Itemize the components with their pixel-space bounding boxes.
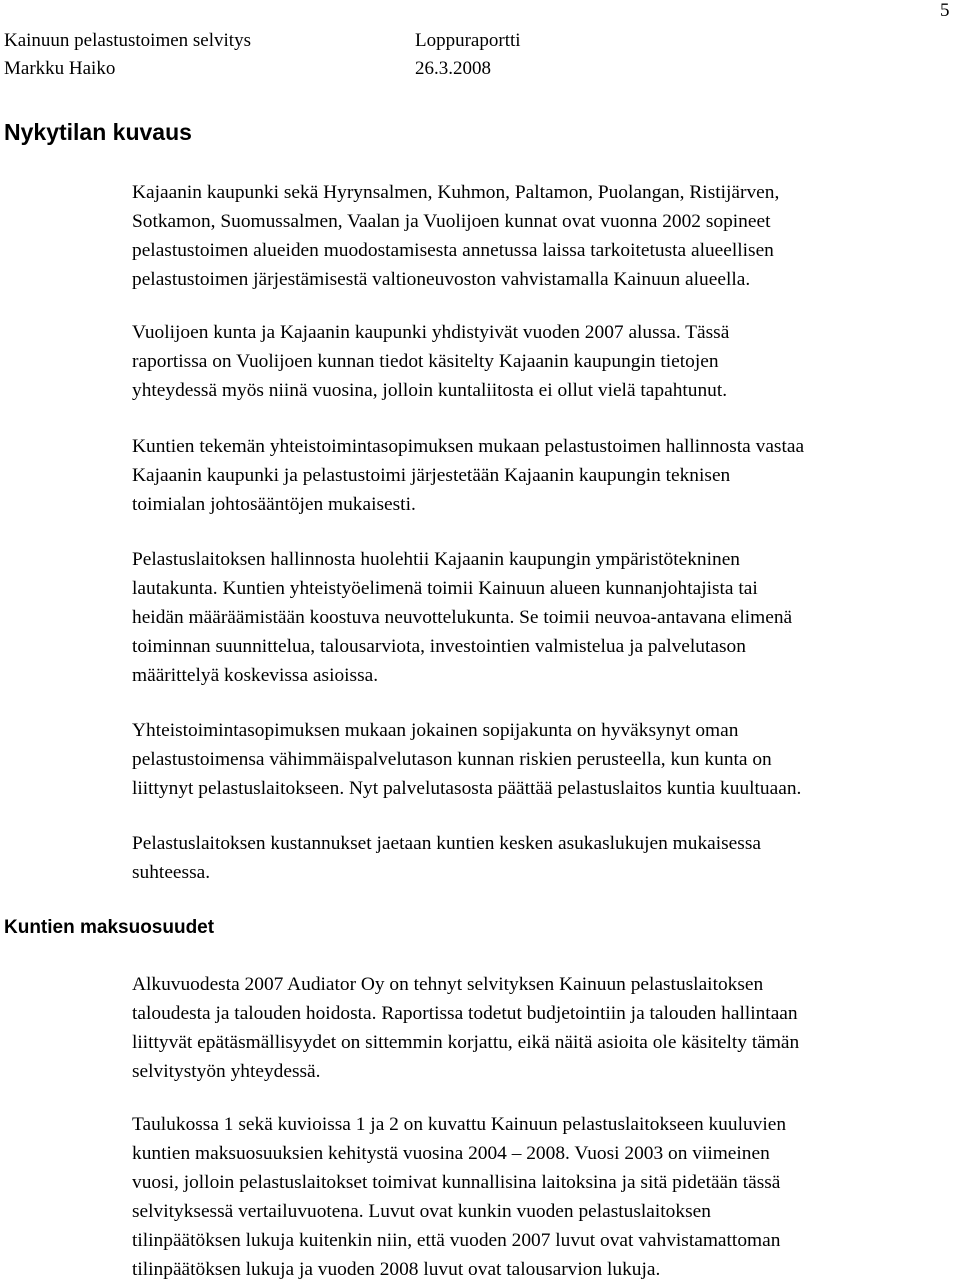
text-line: Pelastuslaitoksen kustannukset jaetaan kuntien kesken asukaslukujen mukaisessa: [132, 833, 761, 854]
text-line: pelastustoimensa vähimmäispalvelutason kunnan riskien perusteella, kun kunta on: [132, 749, 772, 770]
text-line: selvitystyön yhteydessä.: [132, 1061, 321, 1082]
text-line: liittyvät epätäsmällisyydet on sittemmin korjattu, eikä näitä asioita ole käsitelty tämän: [132, 1032, 800, 1053]
text-line: Alkuvuodesta 2007 Audiator Oy on tehnyt selvityksen Kainuun pelastuslaitoksen: [132, 974, 764, 995]
paragraph: [132, 716, 801, 803]
side-heading: Kuntien maksuosuudet: [4, 917, 215, 938]
paragraph: [132, 318, 729, 405]
text-line: taloudesta ja talouden hoidosta. Raportissa todetut budjetointiin ja talouden hallintaan: [132, 1003, 798, 1024]
text-line: raportissa on Vuolijoen kunnan tiedot käsitelty Kajaanin kaupungin tietojen: [132, 351, 719, 372]
text-line: pelastustoimen alueiden muodostamisesta annetussa laissa tarkoitetusta alueellisen: [132, 240, 774, 261]
header-author: Markku Haiko: [4, 58, 116, 79]
text-line: suhteessa.: [132, 862, 211, 883]
text-line: selvityksessä vertailuvuotena. Luvut ovat kunkin vuoden pelastuslaitoksen: [132, 1201, 711, 1222]
paragraph: [132, 178, 779, 294]
text-line: Pelastuslaitoksen hallinnosta huolehtii Kajaanin kaupungin ympäristötekninen: [132, 549, 741, 570]
text-line: Vuolijoen kunta ja Kajaanin kaupunki yhdistyivät vuoden 2007 alussa. Tässä: [132, 322, 730, 343]
text-line: heidän määräämistään koostuva neuvottelukunta. Se toimii neuvoa-antavana elimenä: [132, 607, 793, 628]
text-line: Taulukossa 1 sekä kuvioissa 1 ja 2 on kuvattu Kainuun pelastuslaitokseen kuuluvien: [132, 1114, 787, 1135]
text-line: toimialan johtosääntöjen mukaisesti.: [132, 494, 416, 515]
text-line: määrittelyä koskevissa asioissa.: [132, 665, 379, 686]
text-line: kuntien maksuosuuksien kehitystä vuosina 2004 – 2008. Vuosi 2003 on viimeinen: [132, 1143, 770, 1164]
text-line: lautakunta. Kuntien yhteistyöelimenä toimii Kainuun alueen kunnanjohtajista tai: [132, 578, 758, 599]
header-doc-type: Loppuraportti: [415, 30, 521, 51]
text-line: liittynyt pelastuslaitokseen. Nyt palvelutasosta päättää pelastuslaitos kuntia kuultuaan.: [132, 778, 802, 799]
text-line: pelastustoimen järjestämisestä valtioneuvoston vahvistamalla Kainuun alueella.: [132, 269, 751, 290]
text-line: toiminnan suunnittelua, talousarviota, investointien valmistelua ja palvelutason: [132, 636, 746, 657]
text-line: Kajaanin kaupunki ja pelastustoimi järjestetään Kajaanin kaupungin teknisen: [132, 465, 731, 486]
paragraph: [132, 545, 792, 690]
paragraph: [132, 1110, 786, 1284]
header-org: Kainuun pelastustoimen selvitys: [4, 30, 251, 51]
text-line: Yhteistoimintasopimuksen mukaan jokainen sopijakunta on hyväksynyt oman: [132, 720, 739, 741]
paragraph: [132, 432, 804, 519]
text-line: Kuntien tekemän yhteistoimintasopimuksen mukaan pelastustoimen hallinnosta vastaa: [132, 436, 805, 457]
text-line: yhteydessä myös niinä vuosina, jolloin kuntaliitosta ei ollut vielä tapahtunut.: [132, 380, 728, 401]
paragraph: [132, 829, 761, 887]
paragraph: [132, 970, 799, 1086]
page-number: 5: [940, 0, 950, 21]
section-title: Nykytilan kuvaus: [4, 119, 192, 145]
text-line: Sotkamon, Suomussalmen, Vaalan ja Vuolijoen kunnat ovat vuonna 2002 sopineet: [132, 211, 771, 232]
header-date: 26.3.2008: [415, 58, 491, 79]
text-line: Kajaanin kaupunki sekä Hyrynsalmen, Kuhmon, Paltamon, Puolangan, Ristijärven,: [132, 182, 780, 203]
text-line: tilinpäätöksen lukuja ja vuoden 2008 luvut ovat talousarvion lukuja.: [132, 1259, 661, 1280]
text-line: tilinpäätöksen lukuja kuitenkin niin, että vuoden 2007 luvut ovat vahvistamattoman: [132, 1230, 781, 1251]
text-line: vuosi, jolloin pelastuslaitokset toimivat kunnallisina laitoksina ja sitä pidetään tässä: [132, 1172, 781, 1193]
